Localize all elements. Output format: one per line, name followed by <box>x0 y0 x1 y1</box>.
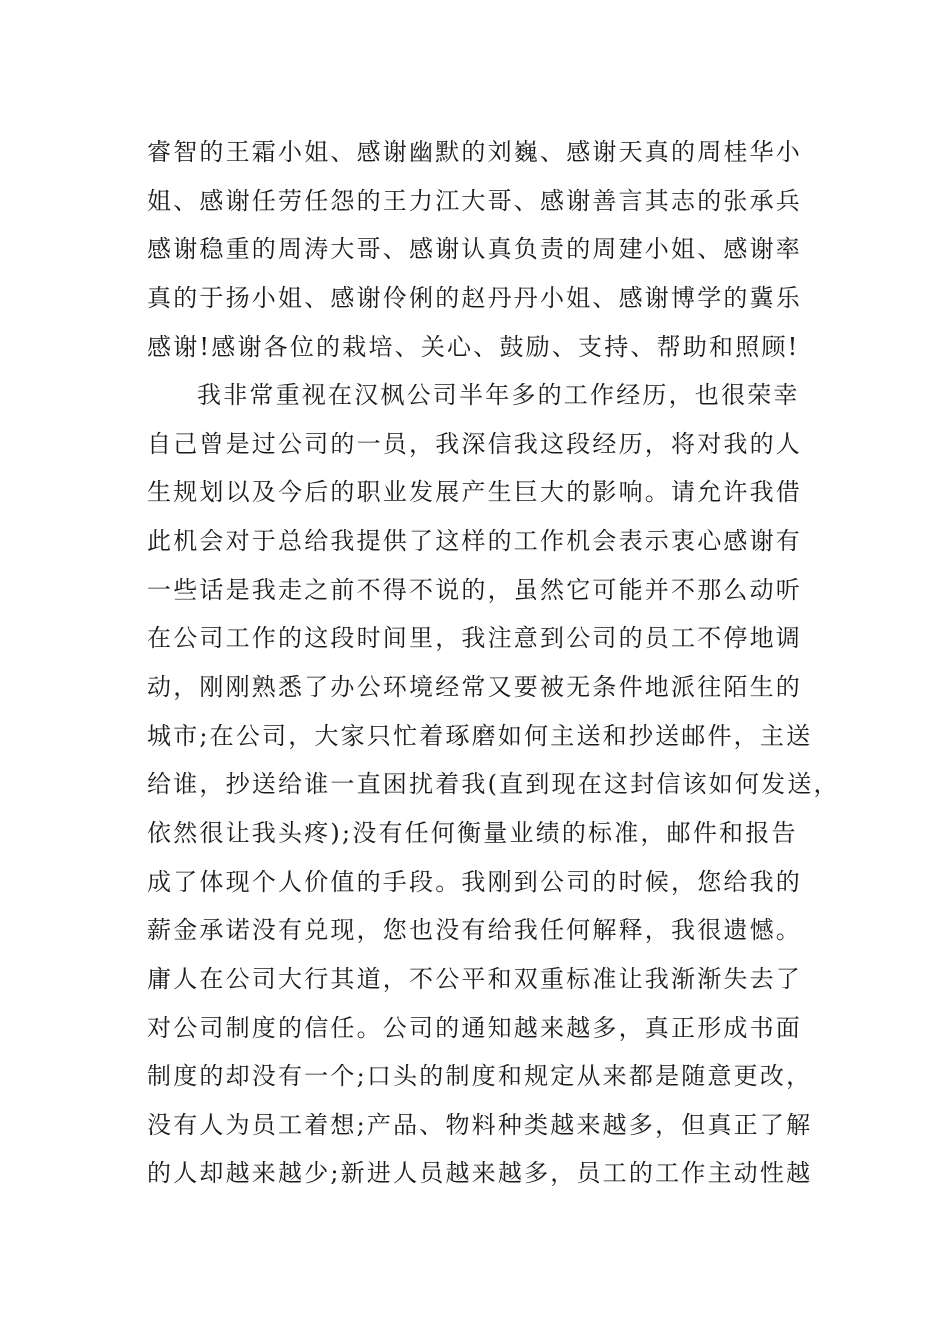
text-line-10: 一些话是我走之前不得不说的，虽然它可能并不那么动听 <box>147 575 802 604</box>
text-line-15: 依然很让我头疼);没有任何衡量业绩的标准，邮件和报告 <box>147 818 798 847</box>
text-line-5: 感谢!感谢各位的栽培、关心、鼓励、支持、帮助和照顾! <box>147 332 800 361</box>
text-line-6: 我非常重视在汉枫公司半年多的工作经历，也很荣幸 <box>197 381 800 410</box>
letter-body <box>147 128 840 1198</box>
text-line-11: 在公司工作的这段时间里，我注意到公司的员工不停地调 <box>147 624 802 653</box>
text-line-7: 自己曾是过公司的一员，我深信我这段经历，将对我的人 <box>147 429 802 458</box>
text-line-14: 给谁，抄送给谁一直困扰着我(直到现在这封信该如何发送， <box>147 770 840 799</box>
text-line-22: 的人却越来越少;新进人员越来越多，员工的工作主动性越 <box>147 1159 813 1188</box>
text-line-12: 动，刚刚熟悉了办公环境经常又要被无条件地派往陌生的 <box>147 673 802 702</box>
text-line-3: 感谢稳重的周涛大哥、感谢认真负责的周建小姐、感谢率 <box>147 235 802 264</box>
text-line-4: 真的于扬小姐、感谢伶俐的赵丹丹小姐、感谢博学的冀乐 <box>147 283 802 312</box>
text-line-8: 生规划以及今后的职业发展产生巨大的影响。请允许我借 <box>147 478 802 507</box>
text-line-13: 城市;在公司，大家只忙着琢磨如何主送和抄送邮件，主送 <box>147 721 813 750</box>
text-line-18: 庸人在公司大行其道，不公平和双重标准让我渐渐失去了 <box>147 964 802 993</box>
text-line-9: 此机会对于总给我提供了这样的工作机会表示衷心感谢有 <box>147 527 802 556</box>
text-line-19: 对公司制度的信任。公司的通知越来越多，真正形成书面 <box>147 1013 802 1042</box>
text-line-17: 薪金承诺没有兑现，您也没有给我任何解释，我很遗憾。 <box>147 916 802 945</box>
text-line-1: 睿智的王霜小姐、感谢幽默的刘巍、感谢天真的周桂华小 <box>147 138 802 166</box>
text-line-21: 没有人为员工着想;产品、物料种类越来越多，但真正了解 <box>147 1110 813 1139</box>
text-line-16: 成了体现个人价值的手段。我刚到公司的时候，您给我的 <box>147 867 802 896</box>
text-line-2: 姐、感谢任劳任怨的王力江大哥、感谢善言其志的张承兵 <box>147 186 802 215</box>
text-line-20: 制度的却没有一个;口头的制度和规定从来都是随意更改， <box>147 1062 813 1091</box>
